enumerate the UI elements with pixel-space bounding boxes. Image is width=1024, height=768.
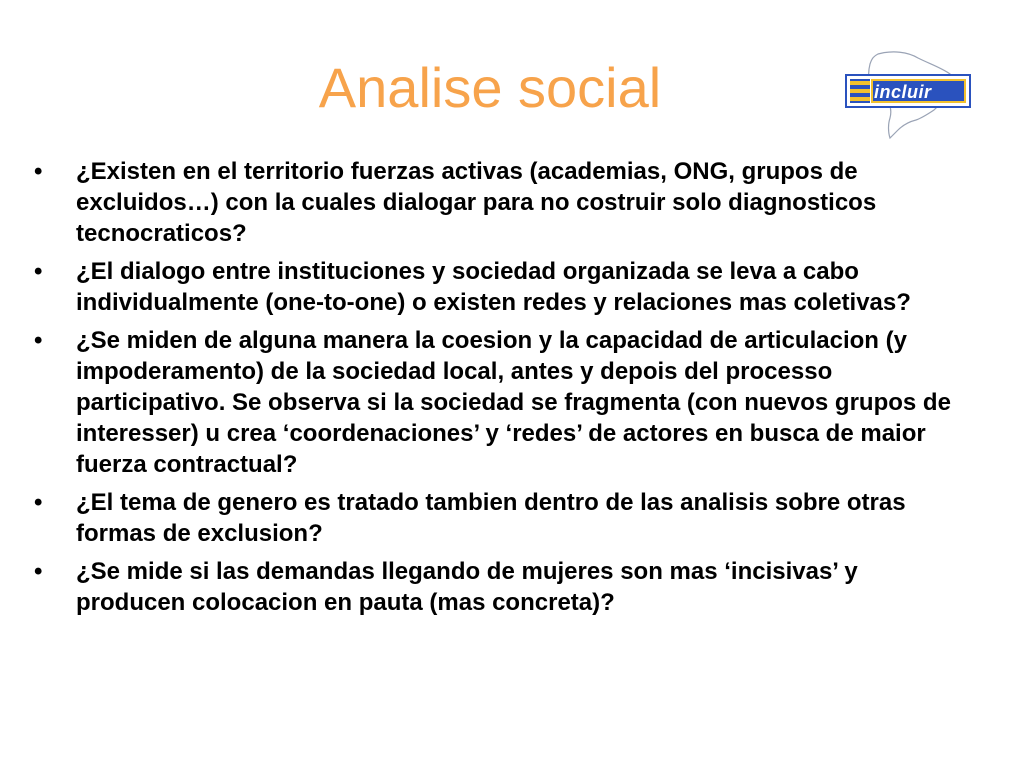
bullet-marker: • xyxy=(34,258,43,285)
incluir-logo xyxy=(838,48,978,140)
bullet-text: ¿Se miden de alguna manera la coesion y la capacidad de articulacion (y impoderamento) de la sociedad local, antes y depois del processo participativo. Se observa si la sociedad se fragmenta (con nuevos grupos de interesser) u crea ‘coordenaciones’ y ‘redes’ de actores en busca de maior fuerza contractual? xyxy=(76,327,951,478)
bullet-text: ¿El dialogo entre instituciones y sociedad organizada se leva a cabo individualmente (one-to-one) o existen redes y relaciones mas coletivas? xyxy=(76,258,911,316)
logo-text: incluir xyxy=(874,82,932,102)
bullet-item xyxy=(32,256,972,318)
bullet-text: ¿Se mide si las demandas llegando de mujeres son mas ‘incisivas’ y producen colocacion en pauta (mas concreta)? xyxy=(76,558,858,616)
bullet-item xyxy=(32,487,972,549)
bullet-marker: • xyxy=(34,558,43,585)
bullet-text: ¿El tema de genero es tratado tambien dentro de las analisis sobre otras formas de exclusion? xyxy=(76,489,906,547)
bullet-item xyxy=(32,556,972,618)
bullet-text: ¿Existen en el territorio fuerzas activas (academias, ONG, grupos de excluidos…) con la cuales dialogar para no costruir solo diagnosticos tecnocraticos? xyxy=(76,158,877,247)
bullet-item xyxy=(32,325,972,480)
bullet-list xyxy=(32,156,972,625)
slide-title: Analise social xyxy=(318,56,662,119)
bullet-marker: • xyxy=(34,489,43,516)
bullet-item xyxy=(32,156,972,249)
bullet-marker: • xyxy=(34,158,43,185)
bullet-marker: • xyxy=(34,327,43,354)
